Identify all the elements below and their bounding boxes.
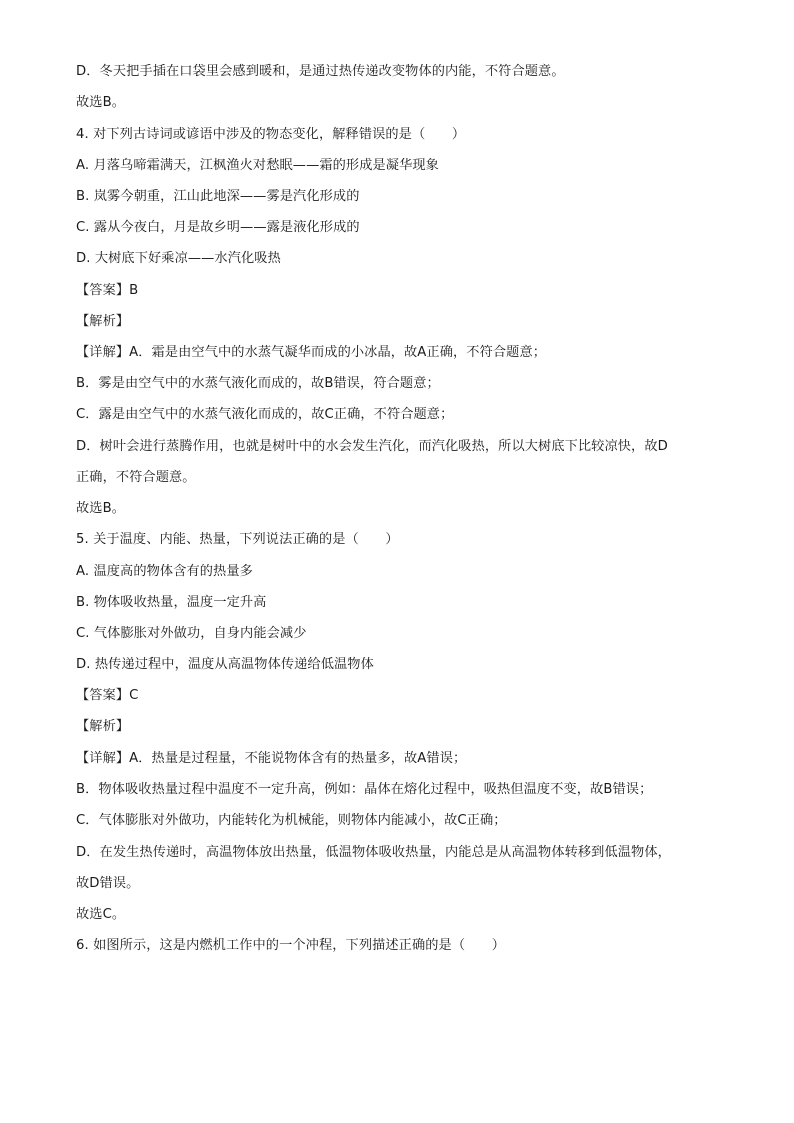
detail-line: B．雾是由空气中的水蒸气液化而成的，故B错误，符合题意； bbox=[76, 376, 440, 391]
detail-line: 【详解】A．热量是过程量，不能说物体含有的热量多，故A错误； bbox=[76, 751, 467, 766]
option-b: B. 物体吸收热量，温度一定升高 bbox=[76, 595, 267, 610]
option-c: C. 气体膨胀对外做功，自身内能会减少 bbox=[76, 626, 307, 641]
option-c: C. 露从今夜白，月是故乡明——露是液化形成的 bbox=[76, 220, 360, 235]
detail-line: B．物体吸收热量过程中温度不一定升高，例如：晶体在熔化过程中，吸热但温度不变，故B错误； bbox=[76, 782, 653, 797]
answer-label: 【答案】B bbox=[76, 283, 139, 298]
text-line: 故选C。 bbox=[76, 907, 126, 922]
detail-line: D．树叶会进行蒸腾作用，也就是树叶中的水会发生汽化，而汽化吸热，所以大树底下比较凉快，故D bbox=[76, 439, 668, 454]
question-4-stem: 4. 对下列古诗词或谚语中涉及的物态变化，解释错误的是（ ） bbox=[76, 127, 466, 142]
option-a: A. 月落乌啼霜满天，江枫渔火对愁眠——霜的形成是凝华现象 bbox=[76, 158, 439, 173]
text-line: 故选B。 bbox=[76, 95, 126, 110]
text-line: D．冬天把手插在口袋里会感到暖和，是通过热传递改变物体的内能，不符合题意。 bbox=[76, 64, 565, 79]
detail-line: 【详解】A．霜是由空气中的水蒸气凝华而成的小冰晶，故A正确，不符合题意； bbox=[76, 345, 547, 360]
question-5-stem: 5. 关于温度、内能、热量，下列说法正确的是（ ） bbox=[76, 532, 399, 547]
detail-line: 正确，不符合题意。 bbox=[76, 470, 196, 485]
option-a: A. 温度高的物体含有的热量多 bbox=[76, 564, 253, 579]
option-d: D. 热传递过程中，温度从高温物体传递给低温物体 bbox=[76, 657, 374, 672]
question-6-stem: 6. 如图所示，这是内燃机工作中的一个冲程，下列描述正确的是（ ） bbox=[76, 938, 505, 953]
detail-line: C．气体膨胀对外做功，内能转化为机械能，则物体内能减小，故C正确； bbox=[76, 813, 507, 828]
option-d: D. 大树底下好乘凉——水汽化吸热 bbox=[76, 251, 281, 266]
text-line: 故选B。 bbox=[76, 501, 126, 516]
analysis-label: 【解析】 bbox=[76, 314, 130, 329]
detail-line: 故D错误。 bbox=[76, 876, 140, 891]
option-b: B. 岚雾今朝重，江山此地深——雾是汽化形成的 bbox=[76, 189, 360, 204]
detail-line: D．在发生热传递时，高温物体放出热量，低温物体吸收热量，内能总是从高温物体转移到低温物体， bbox=[76, 845, 671, 860]
analysis-label: 【解析】 bbox=[76, 719, 130, 734]
detail-line: C．露是由空气中的水蒸气液化而成的，故C正确，不符合题意； bbox=[76, 407, 454, 422]
answer-label: 【答案】C bbox=[76, 688, 139, 703]
